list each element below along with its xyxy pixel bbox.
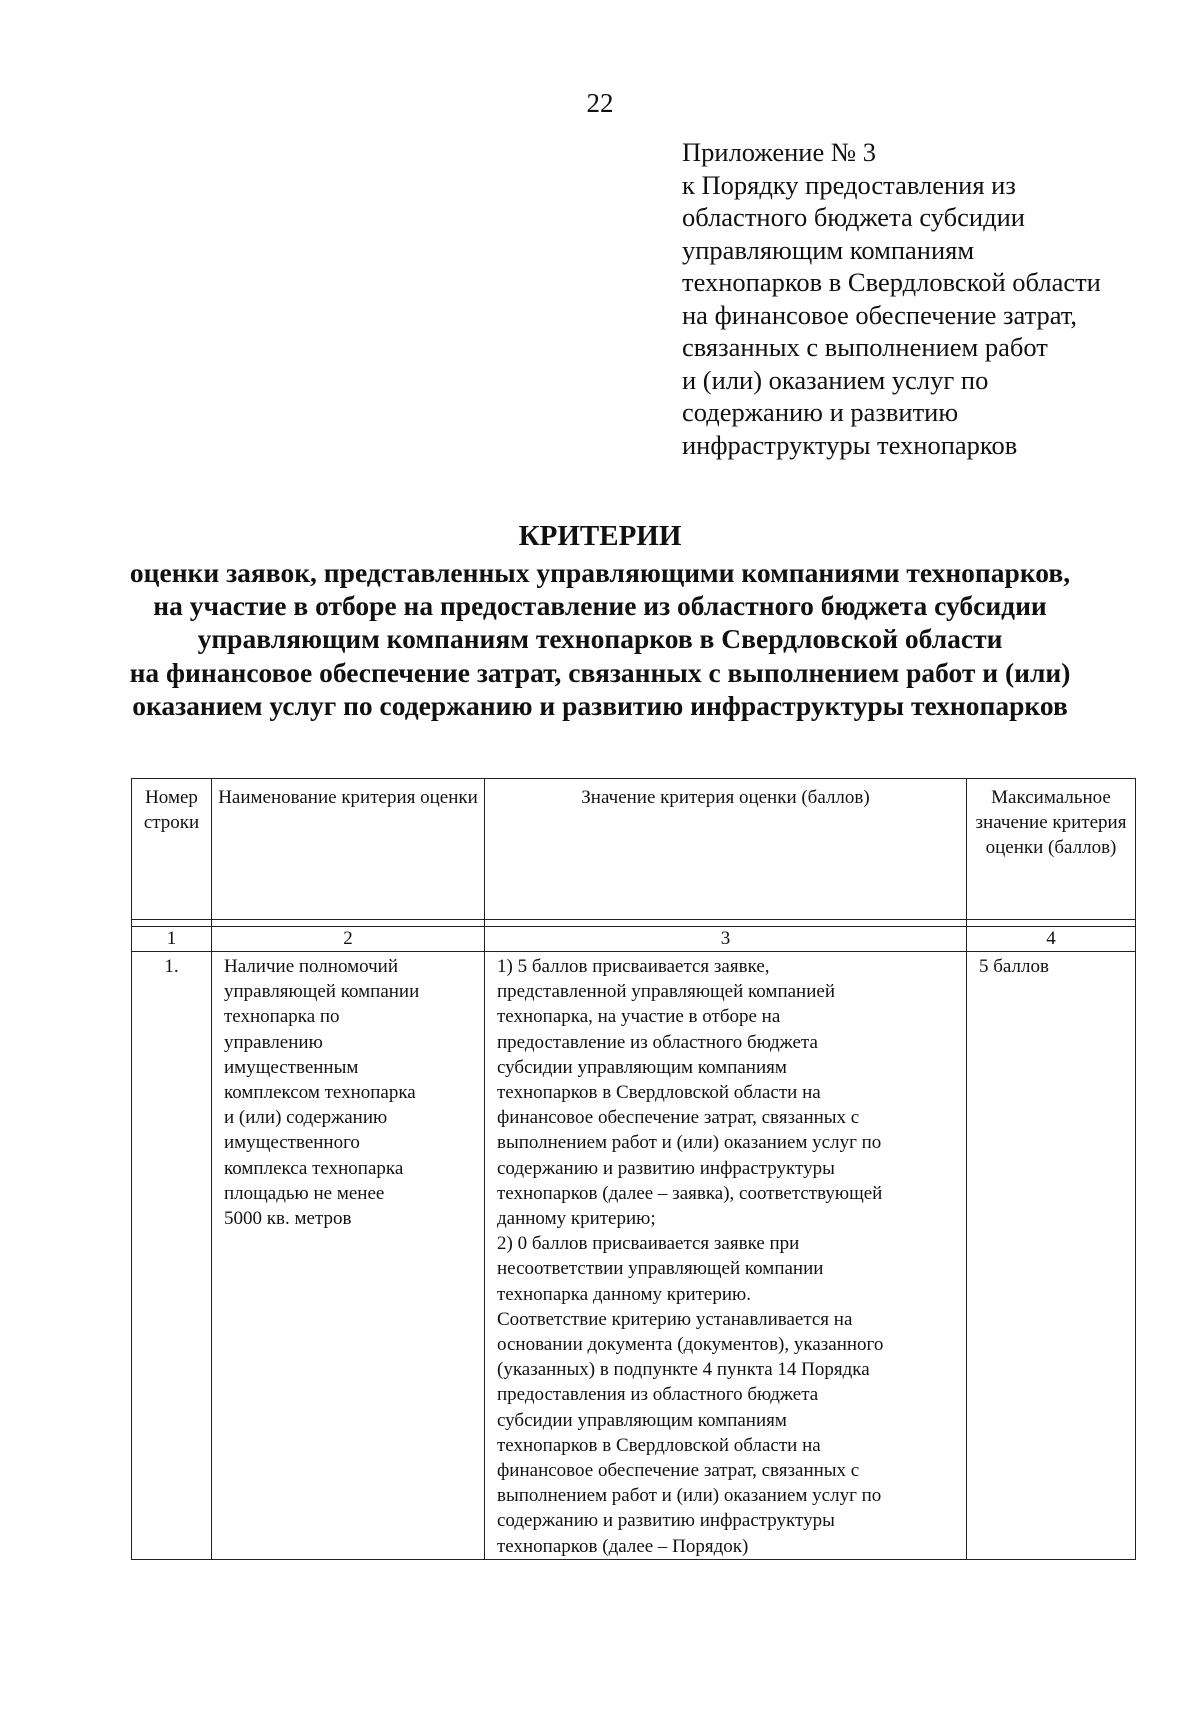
appendix-line: содержанию и развитию <box>682 397 959 427</box>
criterion-value-line: технопарков в Свердловской области на <box>497 1082 821 1104</box>
criterion-name-line: комплексом технопарка <box>224 1082 416 1104</box>
criterion-value-line: основании документа (документов), указанного <box>497 1334 884 1356</box>
criterion-name-line: площадью не менее <box>224 1182 385 1204</box>
criterion-value-line: финансовое обеспечение затрат, связанных с <box>497 1107 860 1129</box>
header-criterion-value: Значение критерия оценки (баллов) <box>485 779 967 920</box>
criterion-value <box>485 952 967 1560</box>
appendix-line: к Порядку предоставления из <box>682 169 1016 200</box>
criterion-name-line: и (или) содержанию <box>224 1107 388 1129</box>
column-number-row <box>132 927 1136 952</box>
criterion-name-line: управляющей компании <box>224 981 420 1003</box>
criterion-value-line: предоставление из областного бюджета <box>497 1031 818 1053</box>
criterion-name-line: имущественным <box>224 1056 359 1078</box>
criterion-value-line: содержанию и развитию инфраструктуры <box>497 1510 835 1532</box>
criteria-table <box>131 778 1136 1560</box>
criterion-value-line: финансовое обеспечение затрат, связанных с <box>497 1460 860 1482</box>
criterion-value-line: Соответствие критерию устанавливается на <box>497 1308 853 1330</box>
heading-line: оценки заявок, представленных управляющими компаниями технопарков, <box>129 557 1071 588</box>
criterion-value-line: технопарков в Свердловской области на <box>497 1434 821 1456</box>
criterion-name-line: управлению <box>224 1031 323 1053</box>
appendix-line: и (или) оказанием услуг по <box>682 364 989 395</box>
appendix-line: инфраструктуры технопарков <box>682 429 1018 460</box>
criterion-value-line: выполнением работ и (или) оказанием услуг по <box>497 1132 882 1154</box>
page-number: 22 <box>586 88 614 118</box>
appendix-block <box>682 136 1182 461</box>
max-value: 5 баллов <box>967 952 1136 1560</box>
criterion-value-line: (указанных) в подпункте 4 пункта 14 Порядка <box>497 1359 870 1381</box>
criterion-value-line: технопарков (далее – Порядок) <box>497 1535 749 1557</box>
document-heading <box>0 518 1200 722</box>
table-header-row <box>132 779 1136 920</box>
column-number: 3 <box>485 927 967 952</box>
appendix-line: технопарков в Свердловской области <box>682 267 1101 297</box>
criterion-name-line: имущественного <box>224 1132 360 1154</box>
heading-title: КРИТЕРИИ <box>518 520 682 552</box>
criterion-value-line: технопарка, на участие в отборе на <box>497 1006 781 1028</box>
criterion-name-line: Наличие полномочий <box>224 956 399 977</box>
heading-line: оказанием услуг по содержанию и развитию инфраструктуры технопарков <box>132 689 1068 721</box>
criterion-value-line: выполнением работ и (или) оказанием услуг по <box>497 1485 882 1507</box>
column-number: 4 <box>967 927 1136 952</box>
header-criterion-name: Наименование критерия оценки <box>212 779 485 920</box>
criterion-value-line: субсидии управляющим компаниям <box>497 1409 787 1431</box>
criterion-value-line: представленной управляющей компанией <box>497 981 835 1003</box>
criterion-value-line: субсидии управляющим компаниям <box>497 1056 787 1078</box>
criterion-value-line: технопарков (далее – заявка), соответствующей <box>497 1182 883 1204</box>
criterion-value-line: данному критерию; <box>497 1208 656 1230</box>
table-row <box>132 952 1136 1560</box>
row-number: 1. <box>132 952 212 1560</box>
column-number: 1 <box>132 927 212 952</box>
criterion-value-line: 1) 5 баллов присваивается заявке, <box>497 956 770 977</box>
criterion-name <box>212 952 485 1560</box>
criterion-value-line: содержанию и развитию инфраструктуры <box>497 1157 835 1179</box>
criterion-value-line: несоответствии управляющей компании <box>497 1258 824 1280</box>
appendix-line: областного бюджета субсидии <box>682 202 1025 232</box>
criterion-name-line: 5000 кв. метров <box>224 1208 352 1230</box>
criterion-value-line: предоставления из областного бюджета <box>497 1384 819 1406</box>
heading-line: управляющим компаниям технопарков в Свердловской области <box>197 623 1003 655</box>
column-number: 2 <box>212 927 485 952</box>
header-separator <box>132 920 1136 927</box>
heading-line: на финансовое обеспечение затрат, связанных с выполнением работ и (или) <box>129 656 1071 688</box>
appendix-line: Приложение № 3 <box>682 137 877 167</box>
appendix-line: связанных с выполнением работ <box>682 332 1048 362</box>
criterion-name-line: комплекса технопарка <box>224 1157 404 1179</box>
header-max-value: Максимальное значение критерия оценки (баллов) <box>967 779 1136 920</box>
criterion-value-line: 2) 0 баллов присваивается заявке при <box>497 1233 800 1255</box>
appendix-line: на финансовое обеспечение затрат, <box>682 299 1078 330</box>
heading-line: на участие в отборе на предоставление из областного бюджета субсидии <box>153 590 1047 622</box>
criterion-value-line: технопарка данному критерию. <box>497 1283 751 1305</box>
header-row-number: Номер строки <box>132 779 212 920</box>
criterion-name-line: технопарка по <box>224 1006 340 1028</box>
appendix-line: управляющим компаниям <box>682 234 975 265</box>
